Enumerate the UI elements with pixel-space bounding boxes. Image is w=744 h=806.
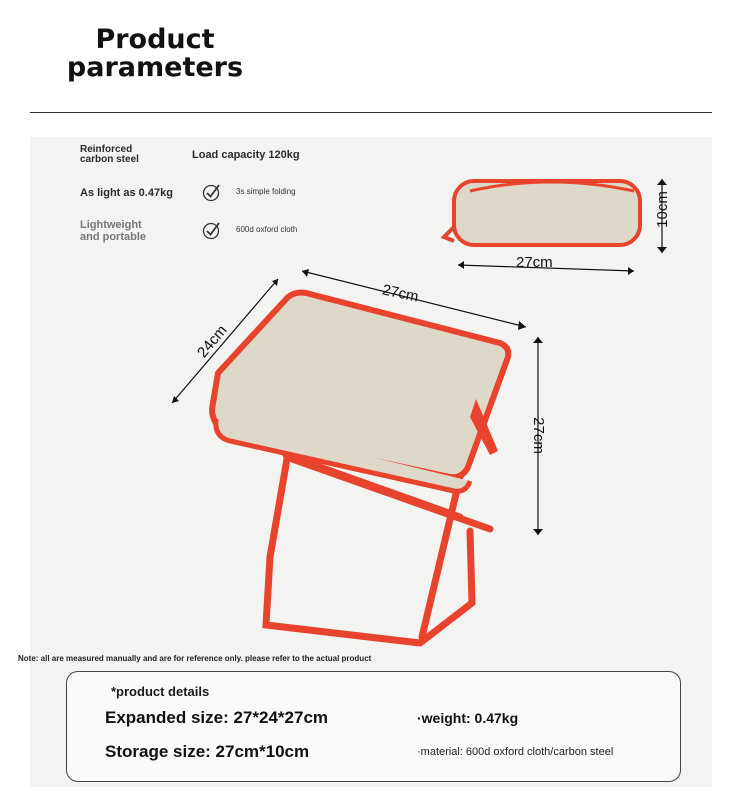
- dim-bag-height: 10cm: [653, 191, 671, 228]
- product-details-box: [66, 671, 681, 782]
- folded-bag-illustration: [444, 181, 640, 245]
- details-expanded: Expanded size: 27*24*27cm: [105, 708, 329, 727]
- measurement-note: Note: all are measured manually and are for reference only. please refer to the actual product: [18, 654, 372, 663]
- details-material: ·material: 600d oxford cloth/carbon steel: [417, 746, 614, 758]
- dim-bag-width: 27cm: [516, 254, 553, 271]
- details-heading: *product details: [111, 684, 210, 699]
- spec-portable-line1: Lightweight: [80, 219, 142, 231]
- spec-portable-line2: and portable: [80, 231, 147, 243]
- spec-folding: 3s simple folding: [236, 187, 296, 196]
- spec-light: As light as 0.47kg: [80, 187, 173, 199]
- stool-seat: [212, 293, 508, 492]
- dim-seat-width: 27cm: [380, 281, 421, 306]
- dim-seat-depth: 24cm: [194, 321, 231, 362]
- spec-load: Load capacity 120kg: [192, 149, 300, 161]
- title-line-1: Product: [95, 24, 215, 55]
- title-line-2: parameters: [66, 52, 244, 83]
- spec-reinforced-line2: carbon steel: [80, 154, 139, 165]
- stool-illustration: [30, 137, 712, 657]
- dim-stool-height: 27cm: [529, 417, 547, 454]
- page-title: [60, 26, 250, 82]
- spec-reinforced-line1: Reinforced: [80, 144, 133, 155]
- header-divider: [30, 112, 712, 113]
- details-storage: Storage size: 27cm*10cm: [105, 742, 310, 761]
- details-weight: ·weight: 0.47kg: [417, 710, 519, 726]
- spec-cloth: 600d oxford cloth: [236, 225, 298, 234]
